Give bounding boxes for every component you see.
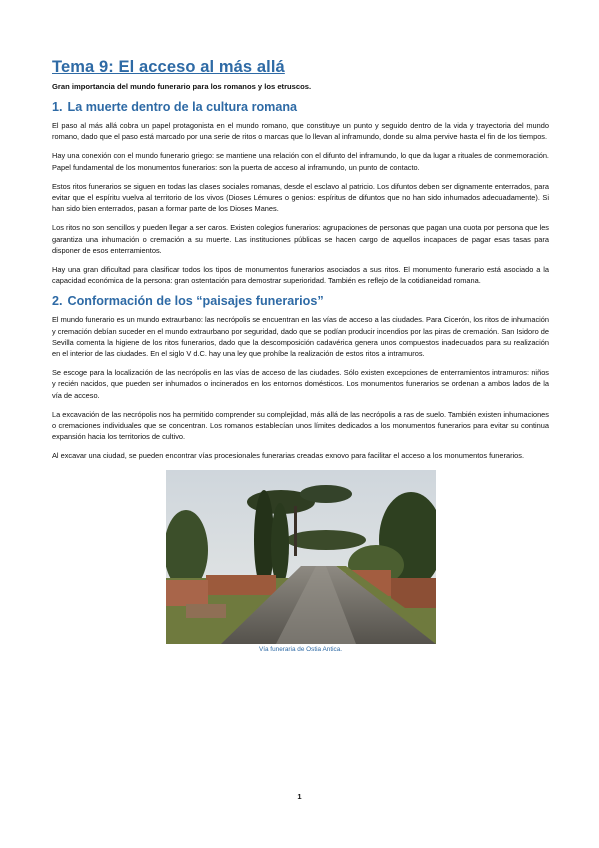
paragraph: Se escoge para la localización de las necrópolis en las vías de acceso de las ciudades. Sólo existen excepciones de enterramientos intramuros: niños y recién nacidos, que pueden ser inhumados o incinerados en los entornos domésticos. Los monumentos funerarios se ordenan a ambos lados de la vía de acceso.: [52, 368, 549, 400]
section-heading-1: [52, 100, 549, 114]
ostia-road-photo: [166, 470, 436, 644]
section-number-1: 1.: [52, 100, 63, 114]
figure-caption: Vía funeraria de Ostia Antica.: [258, 645, 343, 653]
page-subtitle: Gran importancia del mundo funerario para los romanos y los etruscos.: [52, 82, 312, 91]
section-title-2: Conformación de los “paisajes funerarios”: [67, 294, 324, 309]
page-number: 1: [297, 792, 302, 801]
paragraph: Hay una conexión con el mundo funerario griego: se mantiene una relación con el difunto del inframundo, lo que da lugar a rituales de conmemoración. Papel fundamental de los monumentos funerarios: son la puerta de acceso al inframundo, un punto de contacto.: [52, 151, 549, 172]
section-number-2: 2.: [52, 294, 63, 309]
paragraph: La excavación de las necrópolis nos ha permitido comprender su complejidad, más allá de las necrópolis a ras de suelo. También existen inhumaciones o cremaciones individuales que se concentran. Los romanos establecían unos límites dedicados a los monumentos funerarios para evitar su continua expansión hacia los territorios de cultivo.: [52, 409, 549, 442]
paragraph: El paso al más allá cobra un papel protagonista en el mundo romano, que constituye un punto y seguido dentro de la vida y trayectoria del mundo romano, dado que el paso está marcado por una serie de ritos o marcas que lo llevan al inframundo, donde su alma pervive hasta el fin de los tiempos.: [52, 121, 549, 142]
figure: [166, 470, 436, 653]
paragraph: Al excavar una ciudad, se pueden encontrar vías procesionales funerarias creadas exnovo para facilitar el acceso a los monumentos funerarios.: [52, 451, 525, 461]
paragraph: Estos ritos funerarios se siguen en todas las clases sociales romanas, desde el esclavo al patricio. Los difuntos deben ser dignamente enterrados, para evitar que el espíritu vuelva al territorio de los vivos (Dioses Lémures o genios: espíritus de difuntos que no han sido inhumados adecuadamente). Si han sido bien enterrados, pasan a formar parte de los Dioses Manes.: [52, 181, 549, 214]
page-title: Tema 9: El acceso al más allá: [52, 58, 285, 76]
section-heading-2: [52, 294, 549, 308]
paragraph: El mundo funerario es un mundo extraurbano: las necrópolis se encuentran en las vías de acceso a las ciudades. Para Cicerón, los ritos de inhumación y cremación debían suceder en el mundo extraurbano por seguridad, dado que se podían producir incendios por las piras de cremación. San Isidoro de Sevilla comenta la higiene de los ritos funerarios, dado que la descomposición cadavérica genera unos compuestos inadecuados para su realización en el interior de las ciudades. En el siglo V d.C. hay una ley que prohíbe la realización de estos ritos a intramuros.: [52, 315, 549, 359]
paragraph: Los ritos no son sencillos y pueden llegar a ser caros. Existen colegios funerarios: agrupaciones de personas que pagan una cuota por persona que les garantiza una inhumación o cremación a su muerte. Las instituciones públicas se hacen cargo de aquellos incapaces de pagar esas tasas para disponer de esos enterramientos.: [52, 223, 549, 255]
paragraph: Hay una gran dificultad para clasificar todos los tipos de monumentos funerarios asociados a sus ritos. El monumento funerario está asociado a la capacidad económica de la persona: gran ostentación para demostrar superioridad. También es reflejo de la cotidianeidad romana.: [52, 265, 549, 286]
document-page: [52, 58, 549, 653]
section-title-1: La muerte dentro de la cultura romana: [67, 100, 298, 114]
